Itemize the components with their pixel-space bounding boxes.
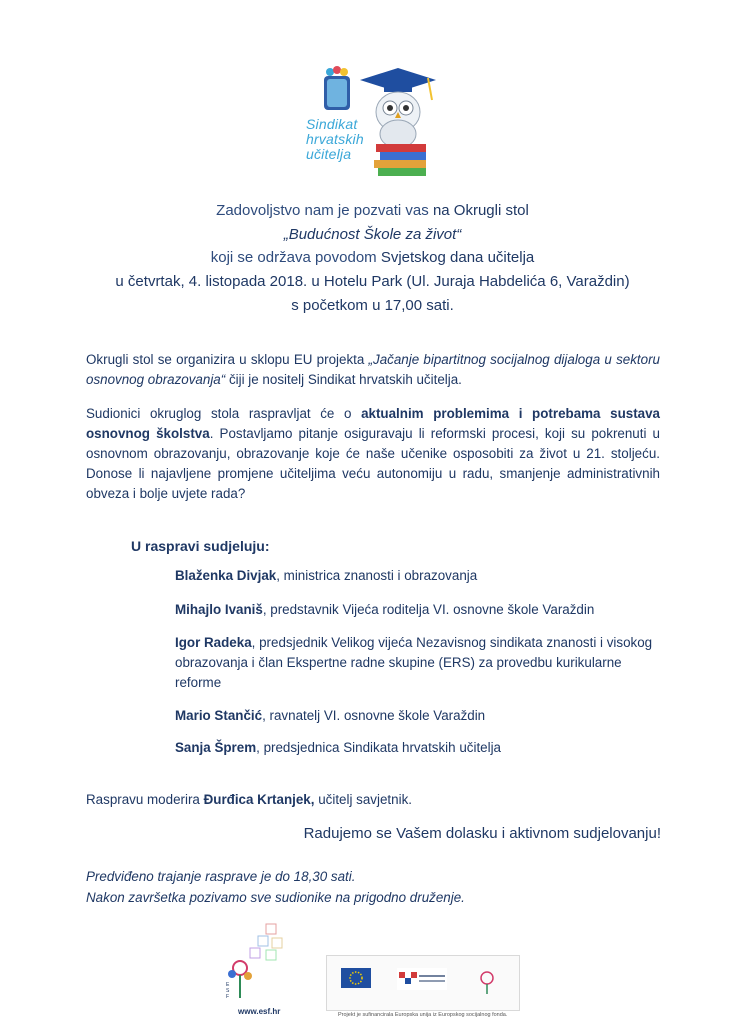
participant-item <box>175 600 655 620</box>
logo-line-1: Sindikat <box>306 116 358 132</box>
eu-flag-icon <box>327 956 519 1010</box>
invitation-line-3 <box>0 249 745 266</box>
eu-funding-strip <box>326 955 520 1011</box>
svg-text:S: S <box>226 988 230 994</box>
discussion-pre: Sudionici okruglog stola raspravljat će o <box>86 406 362 421</box>
invitation-title <box>0 226 745 243</box>
discussion-topic: aktualnim problemima i potrebama sustava osnovnog školstva <box>86 406 660 441</box>
logo-wordmark <box>306 117 364 162</box>
moderator-title: učitelj savjetnik. <box>314 792 412 807</box>
participant-item <box>175 706 655 726</box>
svg-text:E: E <box>226 982 230 988</box>
welcome-message: Radujemo se Vašem dolasku i aktivnom sudjelovanju! <box>303 825 661 842</box>
invitation-date-location: u četvrtak, 4. listopada 2018. u Hotelu Park (Ul. Juraja Habdelića 6, Varaždin) <box>115 273 630 290</box>
duration-note: Predviđeno trajanje rasprave je do 18,30 sati. <box>86 869 356 884</box>
svg-text:F: F <box>226 994 230 1000</box>
participant-role: , ravnatelj VI. osnovne škole Varaždin <box>262 708 486 723</box>
project-paragraph <box>86 350 660 390</box>
title-italic: Škole za život <box>363 226 457 243</box>
occasion-intro: koji se održava povodom <box>210 249 381 266</box>
participant-name: Sanja Šprem <box>175 740 257 755</box>
logo-line-2: hrvatskih <box>306 131 364 147</box>
invitation-intro: Zadovoljstvo nam je pozvati vas <box>216 202 433 219</box>
esf-logo-icon <box>222 918 292 1018</box>
discussion-post: . Postavljamo pitanje osiguravaju li reformski procesi, koji su pokrenuti u osnovnom obrazovanju, obrazovanje koje će naše učenike osposobiti za život u 21. stoljeću. Donose li najavljene promjene učiteljima veću autonomiju u radu, smanjenje administrativnih obveza i bolje uvjete rada? <box>86 426 660 501</box>
participant-role: , ministrica znanosti i obrazovanja <box>276 568 478 583</box>
project-post: čiji je nositelj Sindikat hrvatskih učitelja. <box>225 372 462 387</box>
project-pre: Okrugli stol se organizira u sklopu EU projekta <box>86 352 369 367</box>
invitation-line-1 <box>0 202 745 219</box>
occasion-name: Svjetskog dana učitelja <box>380 249 535 266</box>
participant-item <box>175 633 655 693</box>
participant-name: Mario Stančić <box>175 708 263 723</box>
participant-item <box>175 738 655 758</box>
participant-role: , predstavnik Vijeća roditelja VI. osnovne škole Varaždin <box>262 602 595 617</box>
esf-url: www.esf.hr <box>238 1007 281 1016</box>
moderator-pre: Raspravu moderira <box>86 792 204 807</box>
discussion-paragraph <box>86 404 660 504</box>
participant-name: Blaženka Divjak <box>175 568 277 583</box>
participant-name: Mihajlo Ivaniš <box>175 602 263 617</box>
participant-name: Igor Radeka <box>175 635 252 650</box>
participant-role: , predsjednik Velikog vijeća Nezavisnog sindikata znanosti i visokog obrazovanja i član Ekspertne radne skupine (ERS) za provedbu kurikularne reforme <box>175 635 653 690</box>
reception-note: Nakon završetka pozivamo sve sudionike na prigodno druženje. <box>86 890 465 905</box>
participant-item <box>175 566 655 586</box>
funding-caption: Projekt je sufinancirala Europska unija iz Europskog socijalnog fonda. <box>338 1012 508 1018</box>
participant-role: , predsjednica Sindikata hrvatskih učitelja <box>256 740 502 755</box>
title-pre: „Budućnost <box>283 226 364 243</box>
invitation-start-time: s početkom u 17,00 sati. <box>291 297 454 314</box>
moderator-line <box>86 792 412 807</box>
moderator-name: Đurđica Krtanjek, <box>203 792 315 807</box>
title-post: “ <box>456 226 462 243</box>
participants-heading: U raspravi sudjeluju: <box>131 538 270 554</box>
logo-line-3: učitelja <box>306 146 352 162</box>
invitation-event: na Okrugli stol <box>432 202 529 219</box>
project-name: „Jačanje bipartitnog socijalnog dijaloga u sektoru osnovnog obrazovanja“ <box>86 352 660 387</box>
